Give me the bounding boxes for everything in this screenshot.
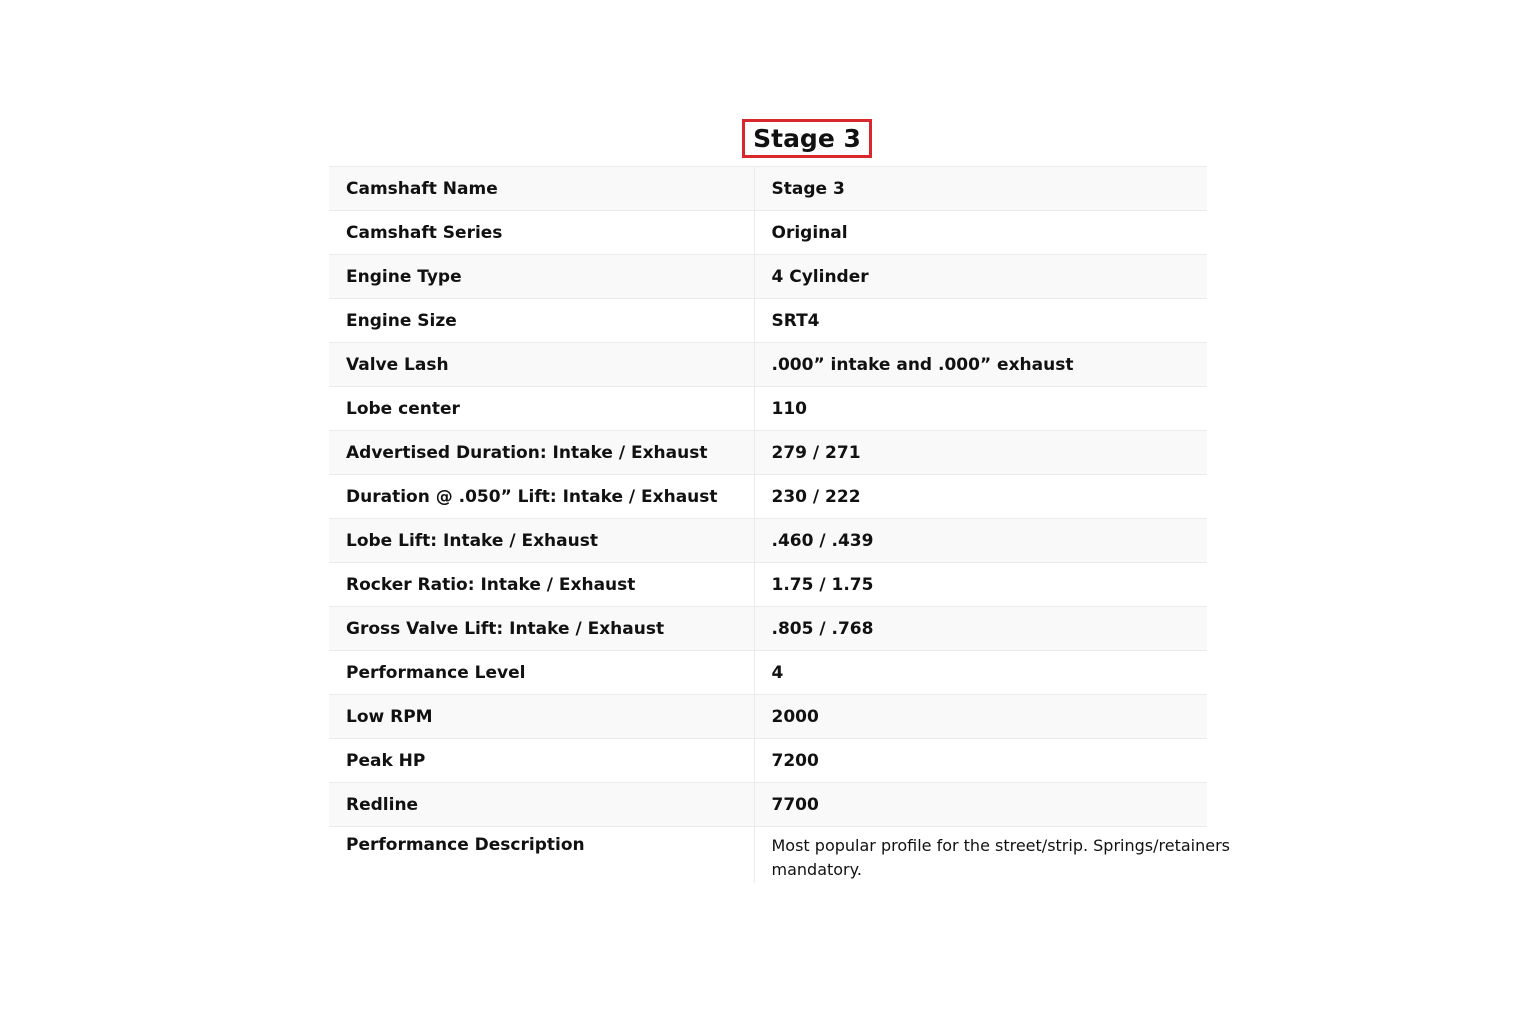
spec-value: 279 / 271 (754, 431, 1207, 475)
page-title: Stage 3 (742, 119, 872, 158)
table-row (329, 651, 1207, 695)
spec-label: Gross Valve Lift: Intake / Exhaust (329, 607, 754, 651)
spec-value: 4 Cylinder (754, 255, 1207, 299)
title-container (0, 119, 1536, 158)
spec-value: .805 / .768 (754, 607, 1207, 651)
spec-value: 7700 (754, 783, 1207, 827)
spec-label: Camshaft Series (329, 211, 754, 255)
spec-value: 4 (754, 651, 1207, 695)
table-row (329, 343, 1207, 387)
table-row-description (329, 827, 1207, 883)
spec-label: Rocker Ratio: Intake / Exhaust (329, 563, 754, 607)
table-row (329, 695, 1207, 739)
table-row (329, 563, 1207, 607)
spec-label: Duration @ .050” Lift: Intake / Exhaust (329, 475, 754, 519)
table-row (329, 475, 1207, 519)
table-row (329, 739, 1207, 783)
table-row (329, 431, 1207, 475)
spec-value: 1.75 / 1.75 (754, 563, 1207, 607)
table-row (329, 387, 1207, 431)
spec-label: Advertised Duration: Intake / Exhaust (329, 431, 754, 475)
table-row (329, 211, 1207, 255)
spec-label: Performance Description (329, 827, 754, 883)
spec-value: SRT4 (754, 299, 1207, 343)
table-row (329, 607, 1207, 651)
spec-label: Engine Size (329, 299, 754, 343)
spec-value: 2000 (754, 695, 1207, 739)
spec-value: 110 (754, 387, 1207, 431)
table-row (329, 167, 1207, 211)
spec-value-description (754, 827, 1230, 883)
spec-label: Lobe center (329, 387, 754, 431)
spec-value: Original (754, 211, 1207, 255)
spec-label: Valve Lash (329, 343, 754, 387)
spec-label: Lobe Lift: Intake / Exhaust (329, 519, 754, 563)
table-row (329, 299, 1207, 343)
spec-label: Performance Level (329, 651, 754, 695)
table-row (329, 519, 1207, 563)
spec-label: Peak HP (329, 739, 754, 783)
spec-value: .460 / .439 (754, 519, 1207, 563)
performance-description-text: Most popular profile for the street/strip. Springs/retainers mandatory. (771, 836, 1230, 879)
spec-value: Stage 3 (754, 167, 1207, 211)
spec-label: Camshaft Name (329, 167, 754, 211)
table-row (329, 255, 1207, 299)
spec-label: Engine Type (329, 255, 754, 299)
spec-value: 7200 (754, 739, 1207, 783)
spec-value: .000” intake and .000” exhaust (754, 343, 1207, 387)
spec-label: Low RPM (329, 695, 754, 739)
spec-label: Redline (329, 783, 754, 827)
camshaft-spec-table (329, 166, 1230, 883)
spec-value: 230 / 222 (754, 475, 1207, 519)
table-row (329, 783, 1207, 827)
